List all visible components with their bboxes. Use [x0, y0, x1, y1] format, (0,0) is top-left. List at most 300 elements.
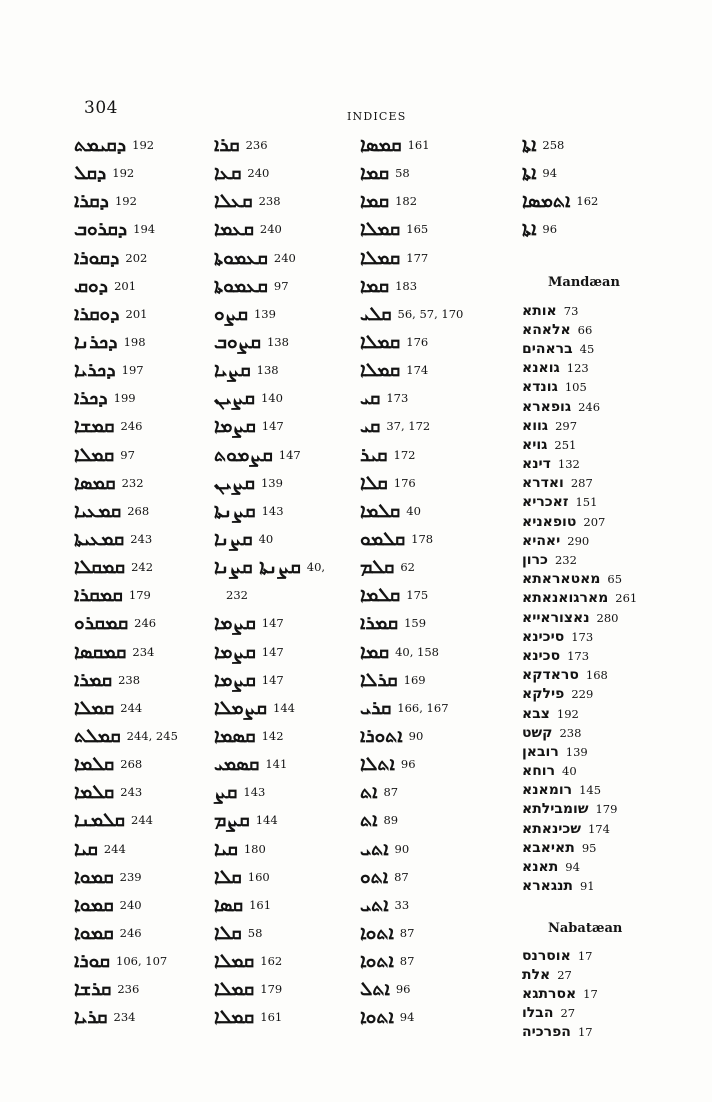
index-term: ܩܡܠܐ: [214, 978, 255, 1001]
index-term: אותא: [522, 302, 557, 319]
index-entry: [522, 984, 598, 1003]
index-entry: [214, 497, 364, 525]
index-term: צבא: [522, 705, 550, 722]
page-reference: 268: [127, 503, 150, 518]
index-term: אלאהא: [522, 321, 571, 338]
index-term: סיכינא: [522, 628, 565, 645]
index-term: ܩܡܠܐ: [360, 331, 401, 354]
index-entry: [74, 412, 204, 440]
index-term: ܕܟܪܐ: [74, 387, 108, 410]
page-reference: 147: [261, 672, 284, 687]
page-reference: 202: [125, 250, 148, 265]
nabataean-list: [522, 946, 598, 1042]
index-entry: [522, 550, 637, 569]
page-reference: 27: [557, 967, 572, 982]
index-entry: [214, 835, 364, 863]
index-entry: [522, 723, 637, 742]
index-term: ܩܡܪܐ: [360, 612, 399, 635]
index-entry: [522, 435, 637, 454]
index-column-1: [74, 131, 204, 1032]
page-reference: 132: [557, 457, 580, 472]
page-reference: 66: [577, 322, 593, 337]
index-entry: [214, 131, 364, 159]
index-entry: [214, 412, 364, 440]
index-entry: [360, 581, 510, 609]
page-reference: 73: [563, 303, 579, 318]
page-reference: 96: [400, 757, 416, 772]
index-entry: [74, 328, 204, 356]
index-entry: [360, 806, 510, 834]
index-term: גונדא: [522, 379, 558, 396]
page-reference: 138: [256, 363, 279, 378]
syriac-continuation-list: [522, 131, 702, 244]
index-term: דינא: [522, 456, 551, 473]
page-reference: 94: [565, 860, 580, 875]
index-term: ܐܬܘ: [360, 865, 389, 888]
index-term: ܩܨܡܠܐ: [214, 696, 267, 719]
index-entry: [360, 750, 510, 778]
index-term: טופאניא: [522, 513, 577, 530]
page-reference: 17: [577, 948, 593, 963]
index-term: ואדרא: [522, 475, 564, 492]
page-reference: 236: [117, 982, 140, 997]
index-entry: [522, 946, 598, 965]
index-term: זאכריא: [522, 494, 569, 511]
page-reference: 147: [261, 644, 284, 659]
index-term: ܩܝܐ: [74, 837, 98, 860]
page-reference: 240: [259, 222, 282, 237]
page-reference: 238: [559, 725, 582, 740]
index-term: ܕܘܩܪܐ: [74, 302, 120, 325]
index-entry: [214, 975, 364, 1003]
index-term: כרון: [522, 552, 548, 569]
index-entry: [214, 1003, 364, 1031]
index-term: ܩܠܡܢܐ: [74, 809, 125, 832]
index-column-4: [522, 131, 702, 1041]
index-entry: [360, 975, 510, 1003]
index-entry: [360, 356, 510, 384]
index-term: ܩܥܠܐ: [214, 190, 253, 213]
index-entry: [214, 469, 364, 497]
index-term: ܐܬ: [360, 781, 378, 804]
index-entry: [522, 570, 637, 589]
page-reference: 161: [260, 1010, 283, 1025]
index-term: ܩܝ: [360, 387, 381, 410]
index-entry: [522, 397, 637, 416]
index-term: ܩܡܩܣܐ: [74, 640, 127, 663]
index-term: ܩܠܡܐ: [360, 499, 401, 522]
index-term: מאטאראתא: [522, 571, 601, 588]
index-entry: [360, 131, 510, 159]
index-entry: [360, 412, 510, 440]
index-term: ܩܪܫܐ: [74, 978, 112, 1001]
page-reference: 160: [247, 869, 270, 884]
index-term: ܩܨܝܢ: [214, 387, 255, 410]
index-entry: [522, 838, 637, 857]
index-entry: [74, 469, 204, 497]
page-reference: 45: [579, 341, 595, 356]
page-reference: 198: [123, 335, 146, 350]
page-reference: 162: [576, 194, 599, 209]
page-reference: 174: [587, 821, 610, 836]
page-reference: 232: [121, 475, 144, 490]
index-term: ܩܡܩܪܘ: [74, 612, 129, 635]
page-reference: 144: [273, 700, 295, 715]
page-reference: 197: [121, 363, 144, 378]
index-term: שומבילתא: [522, 801, 589, 818]
index-entry: [74, 1003, 204, 1031]
index-entry: [214, 384, 364, 412]
index-term: רומאנא: [522, 782, 573, 799]
page-reference: 297: [555, 418, 578, 433]
page-reference: 246: [119, 926, 142, 940]
index-term: ܩܡܩܪܐ: [74, 584, 123, 607]
page-reference: 40: [562, 764, 577, 779]
page-reference: 177: [406, 250, 429, 265]
index-entry: [74, 131, 204, 159]
index-entry: [522, 474, 637, 493]
page-reference: 40: [406, 503, 421, 518]
index-entry: [74, 525, 204, 553]
index-entry: [522, 493, 637, 512]
index-entry: [214, 947, 364, 975]
page-reference: 236: [245, 138, 268, 153]
page-reference: 244, 245: [126, 729, 178, 744]
index-entry: [74, 919, 204, 947]
index-term: ܩܨܘ: [214, 302, 248, 325]
index-term: ܕܘܩ: [74, 274, 109, 297]
index-entry: [360, 215, 510, 243]
index-term: ܐܬܠ: [360, 978, 390, 1001]
page-reference: 90: [394, 841, 410, 856]
index-term: ܩܠܡ: [360, 556, 395, 579]
index-term: גואנא: [522, 360, 560, 377]
index-term: ܩܡܩܠܐ: [74, 556, 126, 579]
index-entry: [360, 497, 510, 525]
index-term: ܩܝܐ: [214, 837, 238, 860]
page-reference: 56, 57, 170: [397, 306, 464, 321]
index-entry: [74, 947, 204, 975]
index-term: ܩܠܡܐ: [360, 584, 401, 607]
index-entry: [214, 356, 364, 384]
page-reference: 27: [560, 1006, 576, 1021]
index-term: ܩܠܐ: [360, 471, 388, 494]
page-reference: 94: [399, 1010, 415, 1025]
index-entry: [214, 666, 364, 694]
index-term: תאנא: [522, 859, 559, 876]
index-term: ܕܟܪܢܐ: [74, 331, 118, 354]
index-term: ܩܡܠܐ: [214, 950, 255, 973]
index-entry: [522, 378, 637, 397]
index-entry: [74, 441, 204, 469]
page-reference: 258: [542, 138, 565, 153]
index-term: יאהיא: [522, 532, 561, 549]
page-reference: 287: [570, 476, 593, 491]
index-entry: [360, 159, 510, 187]
index-term: ܩܡܘܐ: [74, 893, 114, 916]
index-entry: [74, 581, 204, 609]
page-reference: 261: [615, 591, 638, 606]
index-entry: [522, 320, 637, 339]
index-term: ܩܝܪ: [360, 443, 388, 466]
index-entry: [522, 762, 637, 781]
page-reference: 239: [119, 869, 142, 884]
page-number: 304: [84, 98, 118, 118]
index-entry: [522, 857, 637, 876]
index-entry: [74, 722, 204, 750]
index-entry: [522, 589, 637, 608]
page-reference: 17: [583, 986, 598, 1001]
index-entry: [522, 646, 637, 665]
page-reference: 17: [577, 1025, 593, 1040]
index-entry: [360, 919, 510, 947]
page-reference: 240: [273, 250, 296, 265]
nabataean-heading: Nabatæan: [548, 921, 623, 936]
page-reference: 192: [132, 138, 155, 153]
index-entry: [522, 187, 702, 215]
index-entry: [360, 272, 510, 300]
page-reference: 65: [607, 572, 623, 587]
page-reference: 244: [120, 700, 143, 715]
index-term: ܐܬܠܐ: [360, 753, 395, 776]
page-reference: 147: [261, 419, 284, 434]
index-term: ܩܡܠܬ: [74, 725, 121, 748]
index-entry: [214, 525, 364, 553]
index-term: ܩܣܡܝ: [214, 753, 260, 776]
index-entry: [522, 1004, 598, 1023]
page-reference: 207: [583, 514, 606, 529]
index-term: ܩܡܐ: [360, 640, 390, 663]
page-reference: 106, 107: [116, 954, 168, 969]
index-term: ܕܩܝܡܬ: [74, 134, 127, 157]
index-term: ܩܝ: [360, 415, 381, 438]
page-reference: 172: [393, 447, 416, 462]
page-reference: 139: [253, 306, 276, 321]
index-entry: [214, 778, 364, 806]
index-entry: [74, 975, 204, 1003]
index-entry: [522, 781, 637, 800]
index-entry: [360, 694, 510, 722]
index-term: קשט: [522, 724, 553, 741]
index-entry: [74, 891, 204, 919]
index-entry: [214, 215, 364, 243]
page-reference: 176: [406, 335, 429, 350]
index-term: ܩܨܡܐ: [214, 612, 256, 635]
page-reference: 33: [394, 897, 410, 912]
index-term: ܩܪܝܐ: [74, 1006, 108, 1029]
index-entry: [214, 722, 364, 750]
page-reference: 97: [120, 447, 135, 462]
index-entry: [214, 806, 364, 834]
index-term: ܩܡܐ: [360, 190, 390, 213]
index-term: ܐܬܝ: [360, 837, 389, 860]
index-entry: [214, 272, 364, 300]
page-reference: 143: [261, 503, 284, 518]
page-reference: 142: [261, 729, 284, 744]
index-term: ܕܟܪܝܐ: [74, 359, 116, 382]
index-term: פילקא: [522, 686, 565, 703]
index-entry: [214, 187, 364, 215]
index-term: ܩܠܐ: [214, 865, 242, 888]
index-entry: [522, 666, 637, 685]
page-reference: 179: [595, 802, 618, 817]
index-entry: [360, 469, 510, 497]
page-reference-continued: 232: [226, 588, 248, 603]
index-term: ܩܪܐ: [214, 134, 240, 157]
index-entry: [522, 608, 637, 627]
index-term: אוסרנס: [522, 947, 571, 964]
index-entry: [214, 891, 364, 919]
page-reference: 96: [542, 222, 558, 237]
index-term: הפרכיה: [522, 1024, 571, 1041]
page-reference: 268: [120, 757, 143, 772]
page-reference: 62: [400, 560, 415, 575]
index-entry: [74, 553, 204, 581]
index-entry: [360, 384, 510, 412]
page-reference: 175: [406, 588, 429, 603]
page-reference: 151: [575, 495, 598, 510]
index-entry: [522, 1023, 598, 1042]
index-term: רובאן: [522, 743, 559, 760]
index-entry: [360, 778, 510, 806]
page-reference: 242: [131, 560, 154, 575]
page-reference: 183: [395, 278, 418, 293]
index-entry: [214, 159, 364, 187]
index-term: ܕܩܪܘܒ: [74, 218, 128, 241]
index-entry: [214, 919, 364, 947]
index-entry: [522, 627, 637, 646]
index-entry: [74, 215, 204, 243]
index-entry: [214, 300, 364, 328]
index-term: ܩܣܐ: [214, 893, 244, 916]
page-reference: 194: [133, 222, 156, 237]
index-entry: [360, 441, 510, 469]
index-term: ܩܡܘܐ: [74, 865, 114, 888]
index-entry: [214, 441, 364, 469]
index-entry: [214, 750, 364, 778]
index-entry: [522, 704, 637, 723]
page-reference: 91: [579, 879, 595, 894]
page-reference: 161: [407, 138, 430, 153]
page-reference: 58: [395, 166, 410, 181]
mandaean-heading: Mandæan: [548, 275, 620, 290]
page-reference: 199: [113, 391, 136, 406]
index-term: ܕܩܠ: [74, 162, 107, 185]
page-reference: 243: [120, 785, 143, 800]
page-reference: 168: [585, 668, 608, 683]
index-term: ܩܡܥܝܬܐ: [74, 528, 125, 551]
index-entry: [522, 301, 637, 320]
page-reference: 240: [247, 166, 270, 181]
index-term: ܩܡܠܐ: [74, 443, 115, 466]
index-entry: [74, 159, 204, 187]
page-reference: 251: [554, 437, 577, 452]
page-reference: 179: [260, 982, 283, 997]
index-term: ܩܥܡܘܬܐ: [214, 274, 268, 297]
index-term: ܩܡܠܐ: [360, 218, 401, 241]
index-term: ܩܡܣܐ: [74, 471, 116, 494]
index-term: ܩܠܡܐ: [74, 753, 115, 776]
index-entry: [522, 455, 637, 474]
index-entry: [360, 666, 510, 694]
index-entry: [74, 187, 204, 215]
page-reference: 143: [243, 785, 266, 800]
page-reference: 173: [571, 629, 594, 644]
index-term: ܕܩܪܐ: [74, 190, 109, 213]
page-reference: 94: [542, 166, 558, 181]
index-term: ܐܬܘܐ: [360, 922, 394, 944]
index-term: ܐܬܘܐ: [360, 1006, 394, 1029]
page-reference: 89: [383, 813, 399, 828]
index-term: תאיאבא: [522, 839, 575, 856]
index-entry: [74, 863, 204, 891]
index-entry: [74, 384, 204, 412]
index-term: ܩܠܡܘ: [360, 528, 406, 551]
index-term: סכינא: [522, 647, 561, 664]
index-term: ܩܠܝ: [360, 302, 392, 325]
index-term: תנגארא: [522, 878, 573, 895]
page-reference: 165: [406, 222, 429, 237]
index-term: ܩܨܡܘܬ: [214, 443, 273, 466]
index-term: ܐܬܐ: [522, 218, 537, 241]
index-term: אסרתגא: [522, 985, 577, 1002]
index-entry: [74, 835, 204, 863]
index-term: שכינאתא: [522, 820, 581, 837]
index-column-2: [214, 131, 364, 1032]
page-reference: 147: [261, 616, 284, 631]
index-entry: [214, 694, 364, 722]
index-term: אלת: [522, 966, 551, 983]
index-entry: [522, 339, 637, 358]
index-entry: [74, 666, 204, 694]
page-reference: 201: [114, 278, 137, 293]
index-term: ܐܬܡܣܐ: [522, 190, 571, 213]
index-term: ܩܨܡ: [214, 809, 250, 832]
index-term: ܩܨܢܐ: [214, 528, 253, 551]
page-reference: 234: [132, 644, 155, 659]
index-term: ܐܬܝ: [360, 893, 389, 916]
page-reference: 232: [554, 553, 577, 568]
index-entry: [360, 1003, 510, 1031]
page-reference: 240: [119, 897, 142, 912]
index-term: ܐܬ: [360, 809, 378, 832]
page-reference: 244: [103, 841, 126, 856]
page-reference: 192: [112, 166, 135, 181]
page-reference: 90: [408, 729, 424, 744]
page-reference: 140: [260, 391, 283, 406]
index-entry: [360, 863, 510, 891]
index-entry: [522, 416, 637, 435]
index-term: ܩܥܡܘܬܐ: [214, 246, 268, 269]
page-reference: 147: [278, 447, 301, 462]
index-entry: [522, 965, 598, 984]
index-entry: [74, 638, 204, 666]
page-reference: 97: [273, 278, 289, 293]
page-reference: 178: [411, 532, 434, 547]
index-entry: [74, 806, 204, 834]
page-reference: 182: [395, 194, 418, 209]
page-reference: 192: [114, 194, 137, 209]
index-entry: [214, 609, 364, 637]
index-term: ܩܨܘܒ: [214, 331, 261, 354]
index-term: ܩܥܐ: [214, 162, 242, 185]
page-reference: 243: [130, 532, 153, 547]
page-reference: 192: [556, 706, 579, 721]
page-reference: 246: [120, 419, 143, 434]
index-term: ܩܨܡܐ: [214, 668, 256, 691]
index-term: ܩܨܡܐ: [214, 415, 256, 438]
page-reference: 37, 172: [386, 419, 431, 434]
